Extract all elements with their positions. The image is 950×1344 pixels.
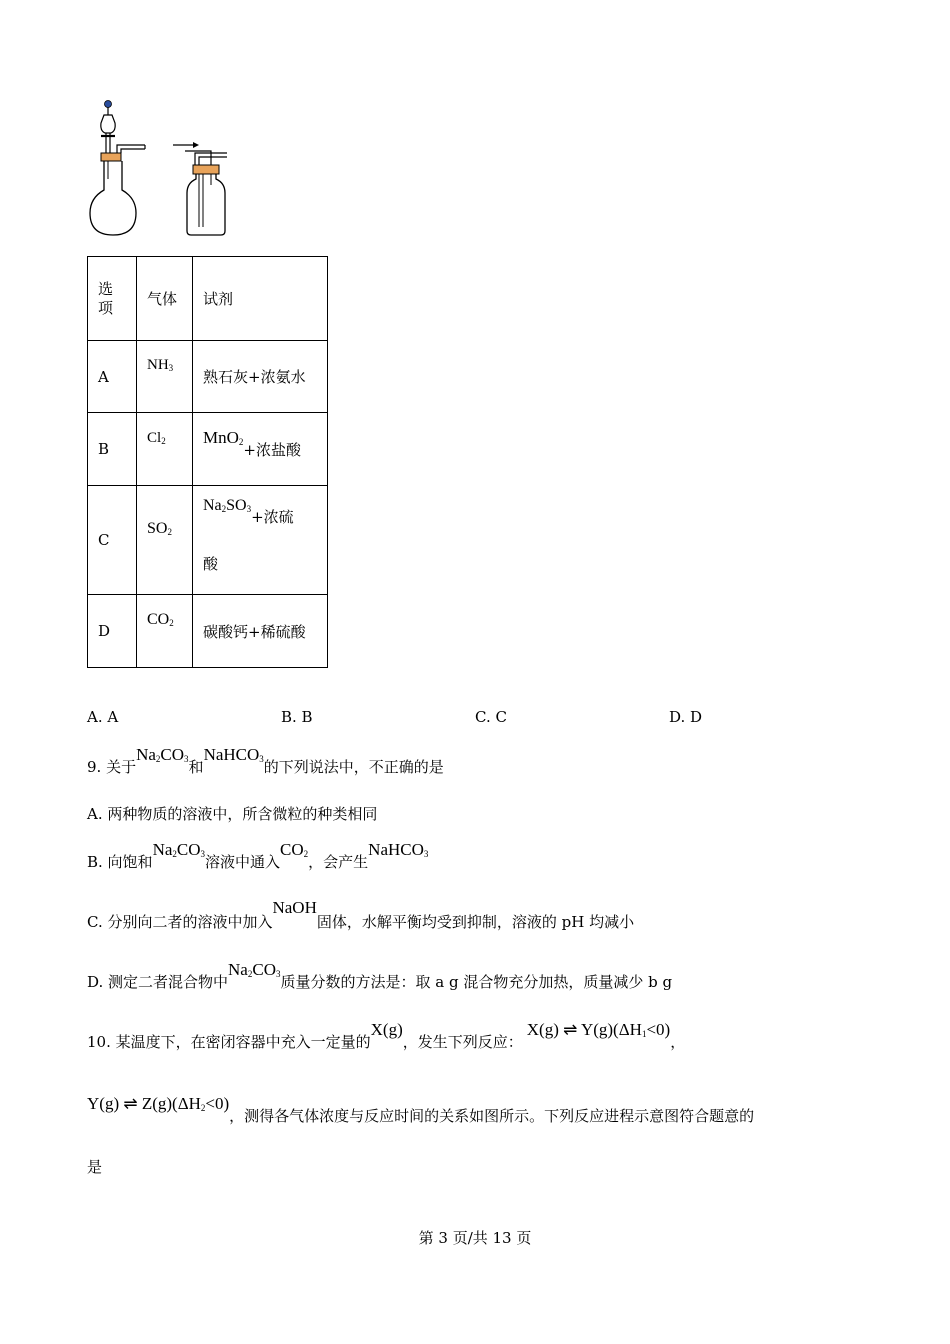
options-table: [87, 256, 328, 668]
header-reagent: 试剂: [193, 257, 328, 341]
page-footer: 第 3 页/共 13 页: [418, 1229, 532, 1247]
gas-cell: $Cl_2$: [137, 413, 193, 486]
q9-option-c: C. 分别向二者的溶液中加入NaOH固体，水解平衡均受到抑制，溶液的 pH 均减小: [87, 898, 635, 931]
reagent-cell: MnO$_2$+浓盐酸: [193, 413, 328, 486]
reagent-cell: 碳酸钙+稀硫酸: [193, 595, 328, 668]
reagent-cell: $Na_2SO_3+$浓硫 酸: [193, 486, 328, 595]
q9-stem: 9. 关于$Na_2CO_3$和NaHCO$_3$的下列说法中，不正确的是: [87, 745, 444, 776]
gas-cell: $NH_3$: [137, 341, 193, 413]
q10-stem: 10. 某温度下，在密闭容器中充入一定量的X(g)，发生下列反应：X(g) ⇌ $Y(g)(\Delta H_1<0)$，: [87, 1020, 686, 1051]
gas-cell: $CO_2$: [137, 595, 193, 668]
reagent-cell: 熟石灰+浓氨水: [193, 341, 328, 413]
q10-line2: Y(g) ⇌ $Z(g)(\Delta H_2<0)$，测得各气体浓度与反应时间的关系如图所示。下列反应进程示意图符合题意的: [87, 1094, 755, 1125]
q9-option-b: B. 向饱和$Na_2CO_3$溶液中通入$CO_2$，会产生NaHCO$_3$: [87, 840, 429, 871]
q10-line3: 是: [87, 1158, 103, 1176]
q8-choice-b: B. B: [281, 708, 313, 726]
table-row: [88, 413, 328, 486]
gas-apparatus-figure: [85, 95, 235, 240]
option-cell: D: [88, 595, 137, 668]
header-gas: 气体: [137, 257, 193, 341]
q9-option-d: D. 测定二者混合物中$Na_2CO_3$质量分数的方法是：取 a g 混合物充分加热，质量减少 b g: [87, 960, 673, 991]
option-cell: B: [88, 413, 137, 486]
table-row: [88, 595, 328, 668]
option-cell: A: [88, 341, 137, 413]
gas-cell: $SO_2$: [137, 486, 193, 595]
q9-option-a: A. 两种物质的溶液中，所含微粒的种类相同: [87, 805, 378, 823]
q8-choice-d: D. D: [669, 708, 703, 726]
q8-choice-a: A. A: [87, 708, 119, 726]
table-header-row: [88, 257, 328, 341]
q8-choice-c: C. C: [475, 708, 507, 726]
header-option: 选项: [88, 257, 137, 341]
table-row: [88, 486, 328, 595]
table-row: [88, 341, 328, 413]
option-cell: C: [88, 486, 137, 595]
